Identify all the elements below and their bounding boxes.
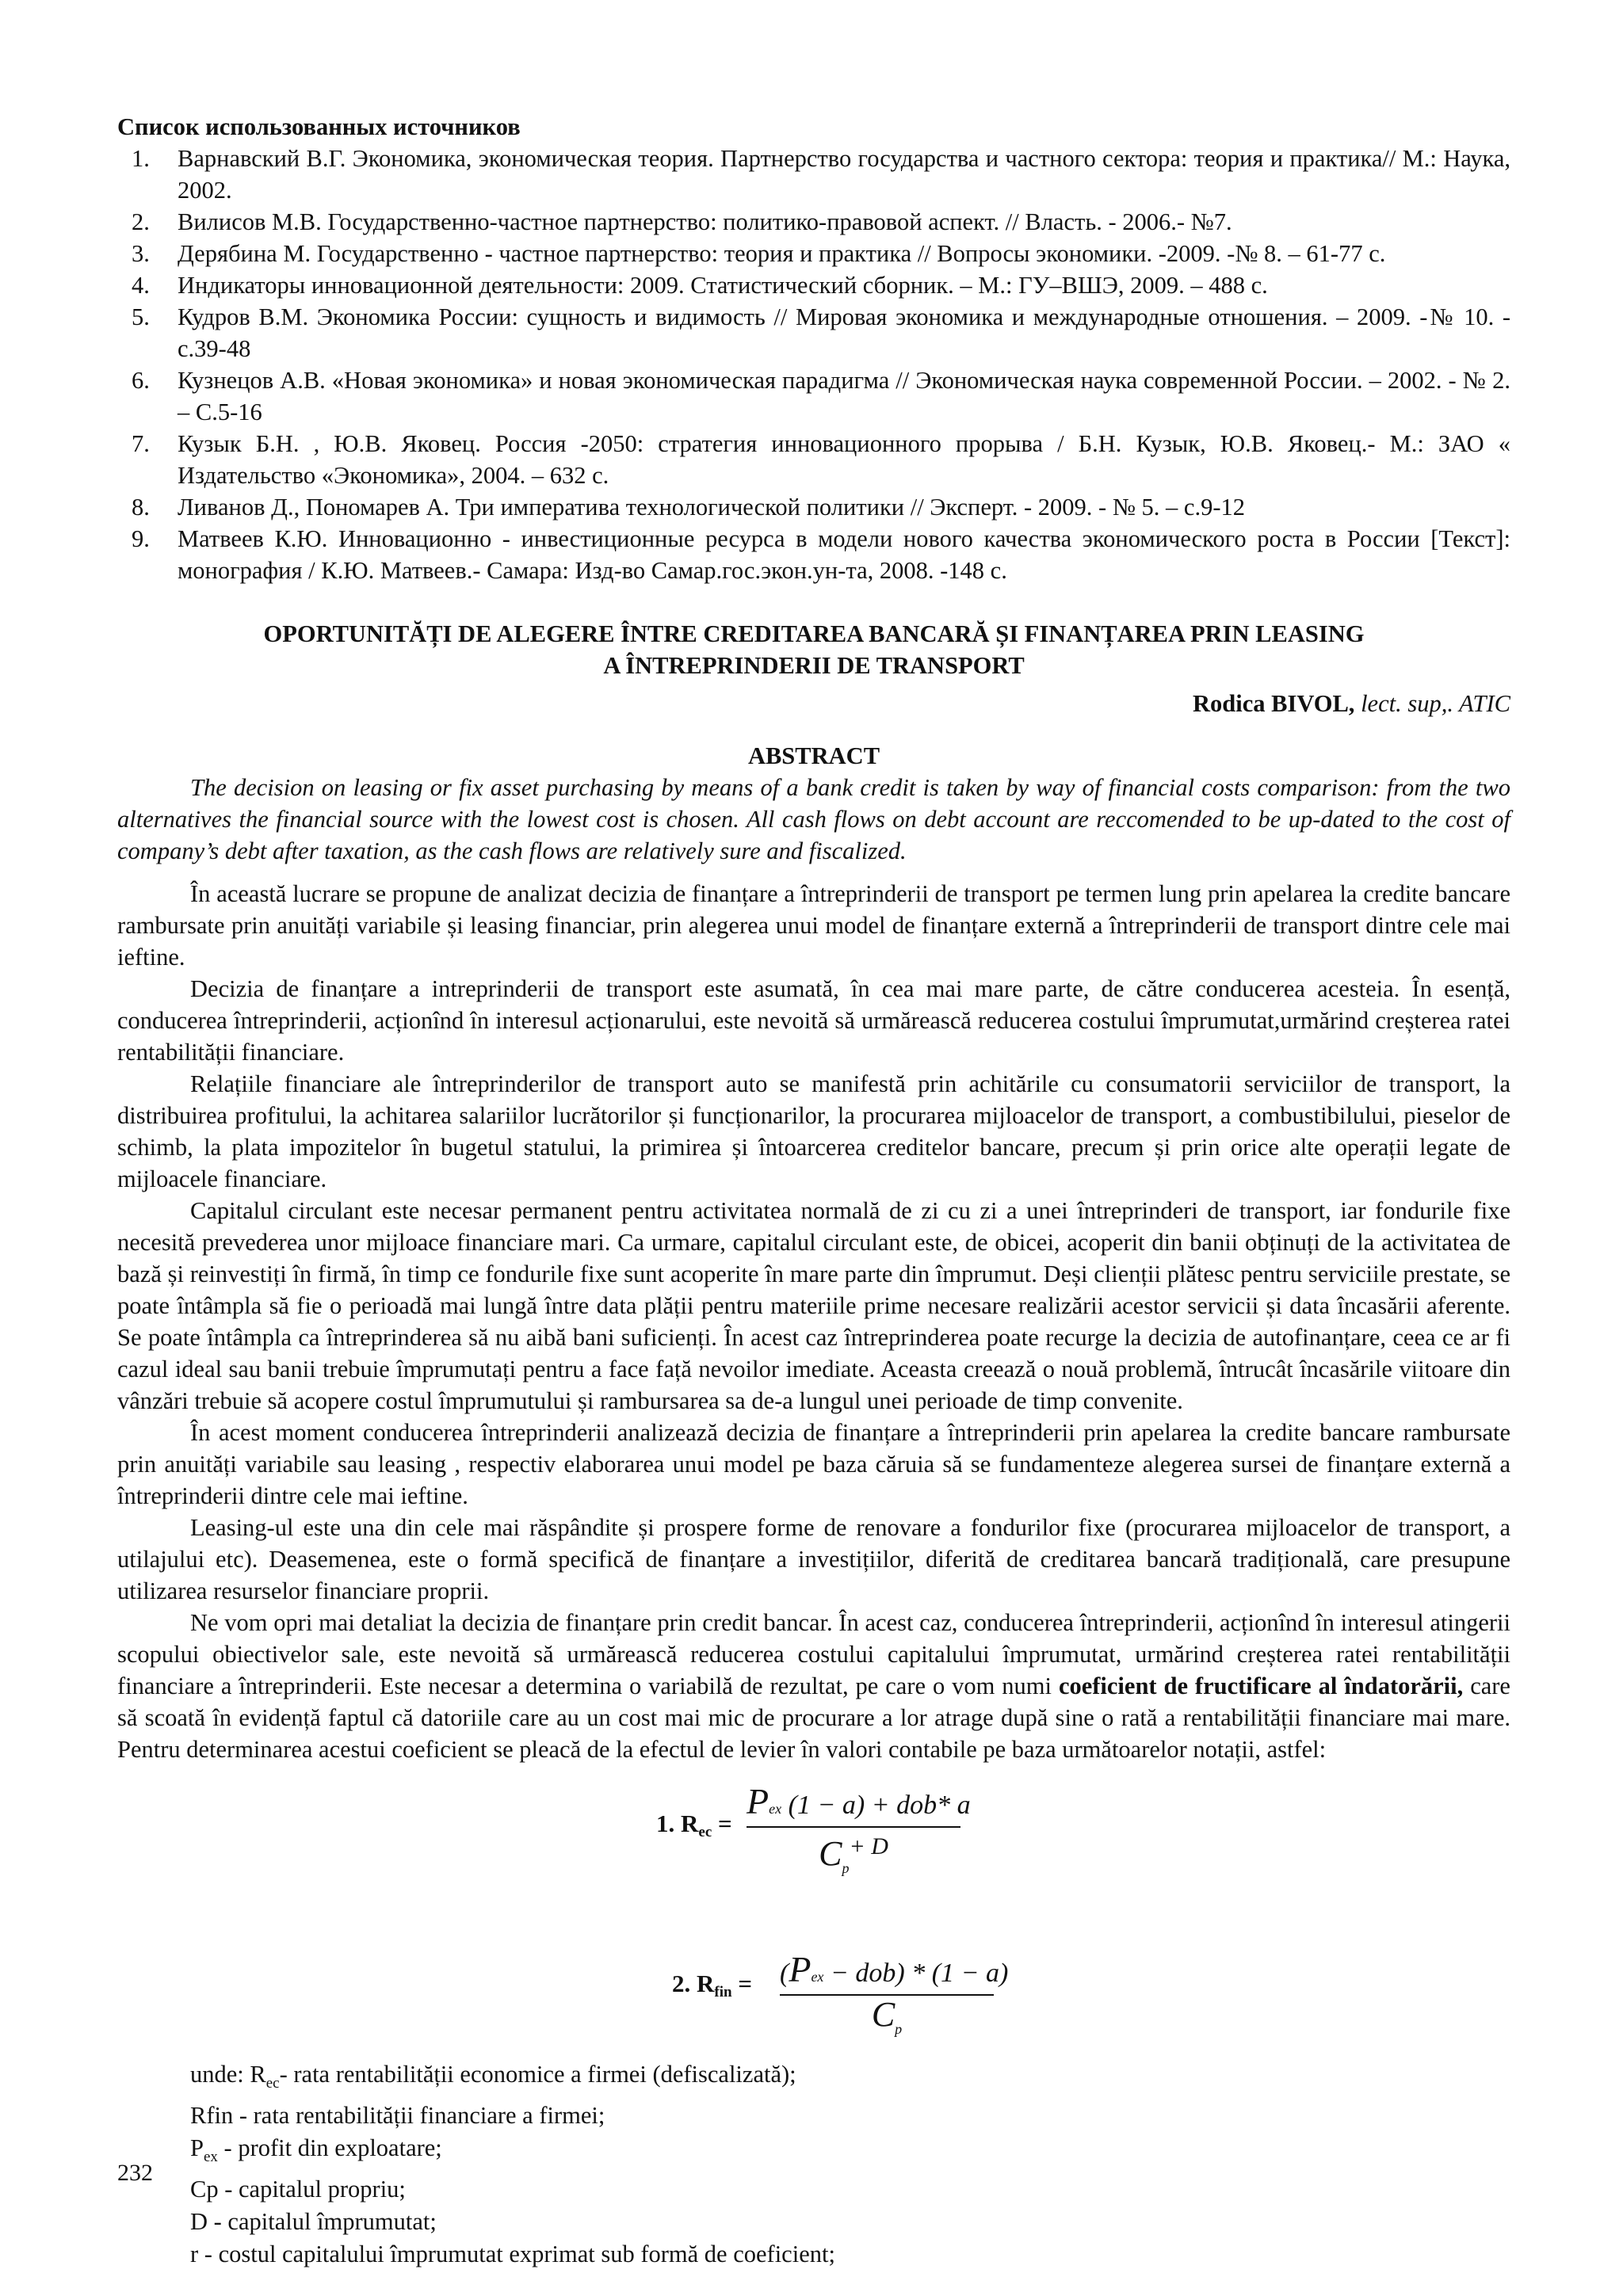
formula-1-label xyxy=(656,1808,732,1848)
paragraph-credit-term: coeficient de fructificare al îndatorării, xyxy=(1058,1672,1464,1699)
paragraph: În acest moment conducerea întreprinderii analizează decizia de finanțare a întreprinderii prin apelarea la credite bancare rambursate prin anuități variabile sau leasing , respectiv elaborarea unui model pe baza căruia să se fundamenteze alegerea sursei de finanțare externă a întreprinderii dintre cele mai ieftine. xyxy=(117,1419,1510,1509)
page-content xyxy=(117,111,1510,2271)
formula-1-c: C xyxy=(819,1834,842,1873)
reference-number: 2. xyxy=(132,208,150,235)
reference-text: Кузнецов А.В. «Новая экономика» и новая экономическая парадигма // Экономическая наука современной России. – 2002. - № 2. – С.5-16 xyxy=(178,367,1510,425)
formula-2-denominator xyxy=(780,1995,994,2045)
reference-text: Матвеев К.Ю. Инновационно - инвестиционные ресурса в модели нового качества экономического роста в России [Текст]: монография / К.Ю. Матвеев.- Самара: Изд-во Самар.гос.экон.ун-та, 2008. -148 с. xyxy=(178,525,1510,584)
abstract-text: The decision on leasing or fix asset purchasing by means of a bank credit is taken by way of financial costs comparison: from the two alternatives the financial source with the lowest cost is chosen. All cash flows on debt account are reccomended to be up-dated to the cost of company’s debt after taxation, as the cash flows are relatively sure and fiscalized. xyxy=(117,774,1510,864)
reference-text: Кузык Б.Н. , Ю.В. Яковец. Россия -2050: стратегия инновационного прорыва / Б.Н. Кузык, Ю.В. Яковец.- М.: ЗАО « Издательство «Экономика», 2004. – 632 с. xyxy=(178,430,1510,489)
formula-2-c-sub: p xyxy=(895,2021,903,2037)
notation-r: r - costul capitalului împrumutat exprimat sub formă de coeficient; xyxy=(190,2241,835,2268)
page-number: 232 xyxy=(117,2160,153,2186)
article-body xyxy=(117,878,1510,1607)
notation-rec-sub: ec xyxy=(265,2075,280,2092)
paragraph: Decizia de finanțare a intreprinderii de transport este asumată, în cea mai mare parte, de către conducerea acesteia. În esență, conducerea întreprinderii, acționînd în interesul acționarului, este nevoită să urmărească reducerea costului împrumutat,urmărind creșterea ratei rentabilității financiare. xyxy=(117,975,1510,1066)
formula-1-symbol: 1. R xyxy=(656,1810,699,1837)
references-title: Список использованных источников xyxy=(117,113,521,140)
author-name: Rodica BIVOL, xyxy=(1192,690,1355,717)
reference-number: 7. xyxy=(132,430,150,457)
reference-text: Кудров В.М. Экономика России: сущность и видимость // Мировая экономика и международные отношения. – 2009. -№ 10. - с.39-48 xyxy=(178,303,1510,362)
reference-item xyxy=(117,238,1510,269)
formula-2-numerator-rest: − dob) * (1 − a) xyxy=(830,1958,1009,1988)
reference-number: 4. xyxy=(132,272,150,299)
formula-1-bar xyxy=(747,1826,960,1828)
notation-rec xyxy=(190,2058,1510,2100)
paragraph: În această lucrare se propune de analizat decizia de finanțare a întreprinderii de transport pe termen lung prin apelarea la credite bancare rambursate prin anuități variabile și leasing financiar, prin alegerea unui model de finanțare externă a întreprinderii de transport dintre cele mai ieftine. xyxy=(117,880,1510,971)
formula-1-denominator xyxy=(747,1831,960,1884)
reference-number: 5. xyxy=(132,303,150,330)
reference-item xyxy=(117,269,1510,301)
paragraph-credit-end: care să scoată în evidență faptul că datoriile care au un cost mai mic de procurare a lor atrage după sine o rată a rentabilității financiare mai mare. Pentru determinarea acestui coeficient se pleacă de la efectul de levier în valori contabile pe baza următoarelor notații, astfel: xyxy=(117,1672,1510,1763)
reference-text: Вилисов М.В. Государственно-частное партнерство: политико-правовой аспект. // Власть. - 2006.- №7. xyxy=(178,208,1232,235)
reference-item xyxy=(117,143,1510,206)
notation-rec-a: unde: R xyxy=(190,2061,266,2088)
reference-number: 3. xyxy=(132,240,150,267)
formula-2-numerator xyxy=(780,1949,1009,1993)
reference-number: 6. xyxy=(132,367,150,394)
formula-1-denominator-rest: + D xyxy=(849,1833,888,1859)
reference-text: Ливанов Д., Пономарев А. Три императива технологической политики // Эксперт. - 2009. - № 5. – с.9-12 xyxy=(178,494,1246,521)
notation-pex-sub: ex xyxy=(203,2149,218,2166)
notation-list xyxy=(117,2058,1510,2271)
reference-text: Индикаторы инновационной деятельности: 2009. Статистический сборник. – М.: ГУ–ВШЭ, 2009. – 488 с. xyxy=(178,272,1268,299)
notation-rec-b: - rata rentabilității economice a firmei (defiscalizată); xyxy=(279,2061,796,2088)
formula-1-p-sub: ex xyxy=(769,1801,782,1817)
reference-item xyxy=(117,491,1510,523)
article-title-line-1: OPORTUNITĂȚI DE ALEGERE ÎNTRE CREDITAREA BANCARĂ ȘI FINANȚAREA PRIN LEASING xyxy=(263,620,1365,647)
formula-2-p-sub: ex xyxy=(811,1969,824,1985)
paragraph-credit xyxy=(117,1607,1510,1765)
notation-pex-b: - profit din exploatare; xyxy=(217,2134,442,2162)
reference-number: 8. xyxy=(132,494,150,521)
article-title xyxy=(117,618,1510,681)
paragraph: Leasing-ul este una din cele mai răspândite și prospere forme de renovare a fondurilor fixe (procurarea mijloacelor de transport, a utilajului etc). Deasemenea, este o formă specifică de finanțare a investițiilor, diferită de creditarea bancară tradițională, care presupune utilizarea resurselor financiare proprii. xyxy=(117,1514,1510,1604)
reference-text: Варнавский В.Г. Экономика, экономическая теория. Партнерство государства и частного сектора: теория и практика// М.: Наука, 2002. xyxy=(178,145,1510,204)
article-title-line-2: A ÎNTREPRINDERII DE TRANSPORT xyxy=(603,652,1025,679)
formula-2-open-paren: ( xyxy=(780,1958,789,1988)
formula-2-equals: = xyxy=(731,1970,752,1997)
notation-rfin: Rfin - rata rentabilității financiare a firmei; xyxy=(190,2102,605,2130)
reference-text: Дерябина М. Государственно - частное партнерство: теория и практика // Вопросы экономики. -2009. -№ 8. – 61-77 с. xyxy=(178,240,1386,267)
reference-item xyxy=(117,523,1510,586)
formula-1-fraction xyxy=(747,1781,971,1884)
formula-1-numerator xyxy=(747,1781,971,1825)
notation-pex-a: P xyxy=(190,2134,204,2162)
formula-1-numerator-rest: (1 − a) + dob* a xyxy=(788,1791,971,1820)
paragraph: Relațiile financiare ale întreprinderilor de transport auto se manifestă prin achitările cu consumatorii serviciilor de transport, la distribuirea profitului, la achitarea salariilor lucrătorilor și funcționarilor, la procurarea mijloacelor de transport, a combustibilului, pieselor de schimb, la plata impozitelor în bugetul statului, la primirea și întoarcerea creditelor bancare, precum și prin orice alte operații legate de mijloacele financiare. xyxy=(117,1070,1510,1192)
reference-number: 9. xyxy=(132,525,150,552)
formula-2-fraction xyxy=(780,1949,1009,2045)
paragraph: Capitalul circulant este necesar permanent pentru activitatea normală de zi cu zi a unei întreprinderi de transport, iar fondurile fixe necesită prevederea unor mijloace financiare mari. Ca urmare, capitalul circulant este, de obicei, acoperit din banii obținuți de la activitatea de bază și reinvestiți în firmă, în timp ce fondurile fixe sunt acoperite în mare parte din împrumut. Deși clienții plătesc pentru serviciile prestate, se poate întâmpla să fie o perioadă mai lungă între data plății pentru materiile prime necesare realizării acestor servicii și data încasării aferente. Se poate întâmpla ca întreprinderea să nu aibă bani suficienți. În acest caz întreprinderea poate recurge la decizia de autofinanțare, ceea ce ar fi cazul ideal sau banii trebuie împrumutați pentru a face față nevoilor imediate. Aceasta creează o nouă problemă, întrucât încasările viitoare din vânzări trebuie să acopere costul împrumutului și rambursarea sa de-a lungul unei perioade de timp convenite. xyxy=(117,1197,1510,1414)
formula-2-subscript: fin xyxy=(714,1984,732,2000)
reference-item xyxy=(117,364,1510,428)
formula-2-c: C xyxy=(871,1995,896,2034)
formula-2-p: P xyxy=(789,1949,812,1989)
notation-cp: Cp - capitalul propriu; xyxy=(190,2176,406,2203)
formula-1-p: P xyxy=(747,1781,769,1821)
author-line xyxy=(117,688,1510,719)
reference-item xyxy=(117,428,1510,491)
formula-2-label xyxy=(672,1968,752,2008)
abstract-heading: ABSTRACT xyxy=(747,742,880,769)
author-affiliation: lect. sup,. ATIC xyxy=(1354,690,1510,717)
reference-item xyxy=(117,206,1510,238)
reference-item xyxy=(117,301,1510,364)
notation-pex xyxy=(190,2132,1510,2173)
formula-1-c-sub: p xyxy=(842,1860,850,1876)
notation-d: D - capitalul împrumutat; xyxy=(190,2208,437,2236)
reference-number: 1. xyxy=(132,145,150,172)
paragraph-credit-start: Ne vom opri mai detaliat la decizia de finanțare prin credit bancar. În acest caz, conducerea întreprinderii, acționînd în interesul atingerii scopului obiectivelor sale, este nevoită să urmărească reducerea costului capitalului împrumutat, urmărind creșterea ratei rentabilității financiare a întreprinderii. Este necesar a determina o variabilă de rezultat, pe care o vom numi xyxy=(117,1609,1510,1699)
formula-1-subscript: ec xyxy=(698,1824,712,1840)
references-list xyxy=(117,143,1510,586)
formula-1-equals: = xyxy=(712,1810,732,1837)
formulas xyxy=(117,1765,1510,2058)
formula-2-symbol: 2. R xyxy=(672,1970,715,1997)
